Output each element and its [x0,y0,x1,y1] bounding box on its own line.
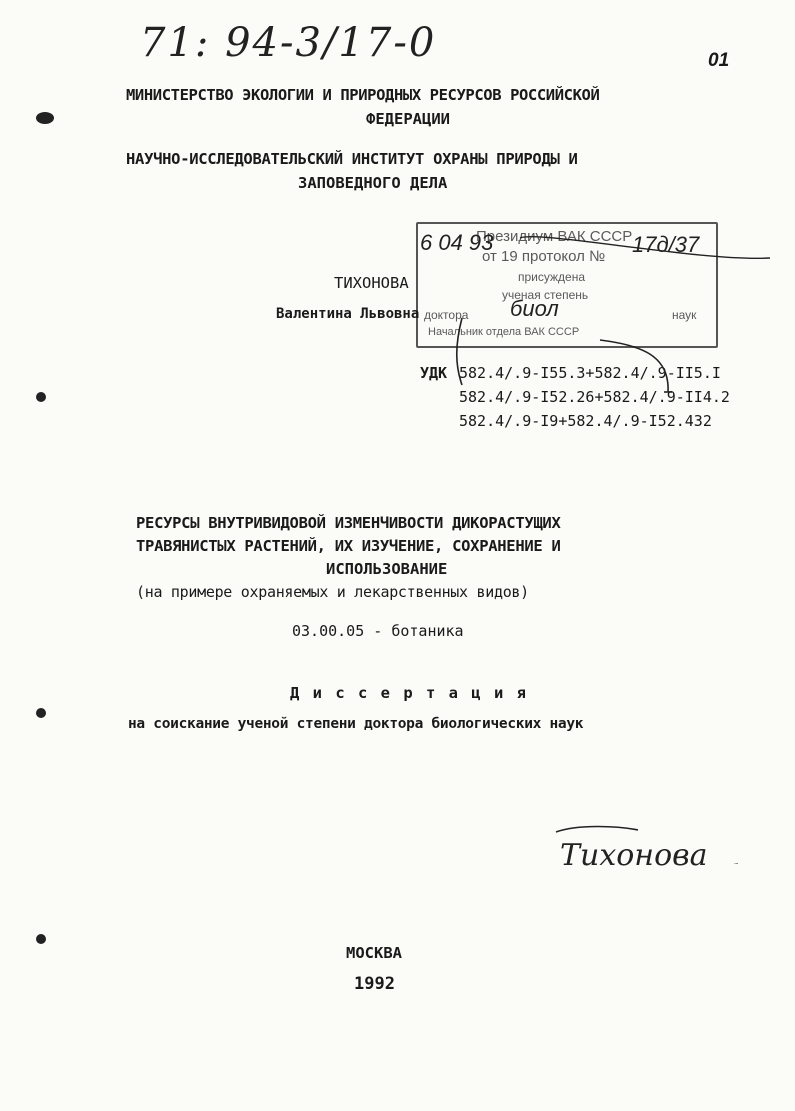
author-name: Валентина Львовна [276,306,420,322]
stamp-line-2: от 19 протокол № [482,248,606,265]
city: МОСКВА [346,944,402,962]
signature-underline [548,824,748,864]
binding-mark-4 [36,934,46,944]
institute-line-2: ЗАПОВЕДНОГО ДЕЛА [298,174,448,192]
stamp-handwritten-date: 6 04 93 [420,230,494,255]
specialty: 03.00.05 - ботаника [292,622,464,640]
author-surname: ТИХОНОВА [334,274,409,292]
title-line-1: РЕСУРСЫ ВНУТРИВИДОВОЙ ИЗМЕНЧИВОСТИ ДИКОРАСТУЩИХ [136,514,561,532]
dissertation-purpose: на соискание ученой степени доктора биологических наук [128,716,584,732]
stamp-line-5: доктора [424,308,469,322]
title-line-2: ТРАВЯНИСТЫХ РАСТЕНИЙ, ИХ ИЗУЧЕНИЕ, СОХРАНЕНИЕ И [136,537,561,555]
stamp-line-7: Начальник отдела ВАК СССР [428,326,580,338]
stamp-line-6: наук [672,308,697,322]
binding-mark-3 [36,708,46,718]
stamp-handwritten-number: 17д/37 [632,232,700,257]
page-mark: 01 [708,50,730,71]
udk-line-2: 582.4/.9-I52.26+582.4/.9-II4.2 [459,388,730,406]
udk-line-1: 582.4/.9-I55.3+582.4/.9-II5.I [459,364,721,382]
title-subtitle: (на примере охраняемых и лекарственных видов) [136,583,529,601]
dissertation-heading: Д и с с е р т а ц и я [290,684,528,702]
institute-line-1: НАУЧНО-ИССЛЕДОВАТЕЛЬСКИЙ ИНСТИТУТ ОХРАНЫ ПРИРОДЫ И [126,150,578,168]
stamp-line-4: ученая степень [502,288,589,302]
stamp-line-3: присуждена [518,270,586,284]
stamp-handwritten-degree: биол [510,296,559,321]
year: 1992 [354,974,395,994]
title-line-3: ИСПОЛЬЗОВАНИЕ [326,560,448,578]
udk-line-3: 582.4/.9-I9+582.4/.9-I52.432 [459,412,712,430]
handwritten-bracket [0,0,795,420]
stamp-line-1: Президиум ВАК СССР [476,228,633,245]
archive-number: 71: 94-3/17-0 [140,20,437,66]
author-signature: Тихонова [560,838,708,873]
ministry-line-2: ФЕДЕРАЦИИ [366,110,450,128]
udk-label: УДК [420,364,448,382]
ministry-line-1: МИНИСТЕРСТВО ЭКОЛОГИИ И ПРИРОДНЫХ РЕСУРСОВ РОССИЙСКОЙ [126,86,600,104]
